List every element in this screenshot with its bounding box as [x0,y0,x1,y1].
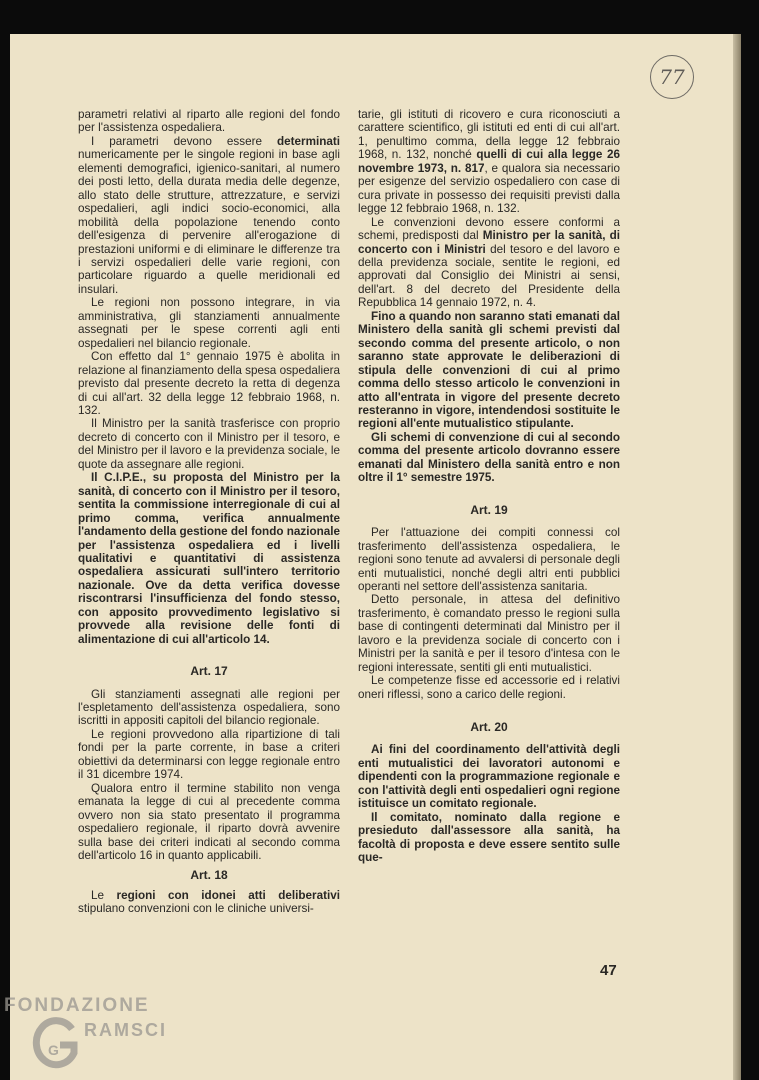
paragraph: Le regioni non possono integrare, in via amministrativa, gli stanziamenti annualmente assegnati per le spese correnti agli enti ospedalieri nel bilancio regionale. [78,296,340,350]
paragraph-bold: Fino a quando non saranno stati emanati dal Ministero della sanità gli schemi previsti dal secondo comma del presente articolo, o non saranno state approvate le deliberazioni di stipula delle convenzioni di cui al primo comma dello stesso articolo le convenzioni in atto all'entrata in vigore del presente decreto resteranno in vigore, intendendosi sostituite le regioni all'ente mutualistico stipulante. [358,309,620,431]
handwritten-number: 77 [659,65,685,89]
article-heading: Art. 19 [470,502,508,517]
watermark-line-1: FONDAZIONE [4,995,150,1016]
paragraph: Per l'attuazione dei compiti connessi col trasferimento dell'assistenza ospedaliera, le regioni sono tenute ad avvalersi di personale degli enti mutualistici, nonché degli altri enti pubblici operanti nel settore dell'assistenza sanitaria. [358,526,620,593]
paragraph: tarie, gli istituti di ricovero e cura riconosciuti a carattere scientifico, gli istituti ed enti di cui all'art. 1, penultimo comma, della legge 12 febbraio 1968, n. 132, nonché quelli di cui alla legge 26 novembre 1973, n. 817, e qualora sia necessario per esigenze del servizio ospedaliero con case di cura private in possesso dei requisiti previsti dalla legge 12 febbraio 1968, n. 132. [358,108,620,216]
handwritten-page-mark [650,55,694,99]
article-heading: Art. 17 [190,664,228,679]
page-edge [733,34,741,1080]
paragraph: Le competenze fisse ed accessorie ed i relativi oneri riflessi, sono a carico delle regioni. [358,674,620,701]
paragraph: parametri relativi al riparto alle regioni del fondo per l'assistenza ospedaliera. [78,108,340,135]
paragraph-bold: Ai fini del coordinamento dell'attività degli enti mutualistici dei lavoratori autonomi e dipendenti con la programmazione regionale e con l'attività degli enti ospedalieri ogni regione istituisce un comitato regionale. [358,743,620,811]
svg-text:G: G [48,1042,59,1058]
paragraph: I parametri devono essere determinati numericamente per le singole regioni in base agli elementi demografici, igienico-sanitari, al numero dei posti letto, della durata media delle degenze, allo stato delle strutture, attrezzature, e servizi ospedalieri, agli indici socio-economici, alla mobilità della popolazione tenendo conto dell'esigenza di pervenire all'erogazione di prestazioni uniformi e di eliminare le differenze tra i servizi ospedalieri delle varie regioni, con particolare riguardo a quelle meridionali ed insulari. [78,134,340,296]
paragraph-bold: Il C.I.P.E., su proposta del Ministro per la sanità, di concerto con il Ministro per il tesoro, sentita la commissione interregionale di cui al primo comma, verifica annualmente l'andamento della gestione del fondo nazionale per l'assistenza ospedaliera ed i livelli qualitativi e quantitativi di assistenza ospedaliera assicurati sull'intero territorio nazionale. Ove da detta verifica dovesse riscontrarsi l'insufficienza del fondo stesso, con apposito provvedimento legislativo si provvede alla revisione delle fonti di alimentazione di cui all'articolo 14. [78,471,340,646]
left-column [78,108,340,916]
right-column [358,108,620,865]
paragraph-bold: Gli schemi di convenzione di cui al secondo comma del presente articolo dovranno essere emanati dal Ministero della sanità entro e non oltre il 1° semestre 1975. [358,430,620,485]
page-number: 47 [600,962,617,979]
article-heading: Art. 20 [470,720,508,735]
paragraph: Con effetto dal 1° gennaio 1975 è abolita in relazione al finanziamento della spesa ospedaliera previsto dal presente decreto la retta di degenza di cui all'art. 32 della legge 12 febbraio 1968, n. 132. [78,350,340,417]
fondazione-gramsci-watermark [4,995,194,1075]
watermark-g-logo [32,1015,82,1071]
paragraph-bold: Il comitato, nominato dalla regione e presieduto dall'assessore alla sanità, ha facoltà di proposta e deve essere sentito sulle que- [358,810,620,865]
paragraph: Gli stanziamenti assegnati alle regioni per l'espletamento dell'assistenza ospedaliera, sono iscritti in appositi capitoli del bilancio regionale. [78,687,340,728]
paragraph: Le regioni provvedono alla ripartizione di tali fondi per la parte corrente, in base a criteri obiettivi da determinarsi con legge regionale entro il 31 dicembre 1974. [78,727,340,782]
paragraph: Il Ministro per la sanità trasferisce con proprio decreto di concerto con il Ministro per il tesoro, e del Ministro per il lavoro e la previdenza sociale, le quote da assegnare alle regioni. [78,417,340,471]
paragraph: Detto personale, in attesa del definitivo trasferimento, è comandato presso le regioni sulla base di contingenti determinati dal Ministro per il lavoro e la previdenza sociale di concerto con i Ministri per la sanità e per il tesoro d'intesa con le regioni interessate, sentiti gli enti mutualistici. [358,593,620,674]
article-heading: Art. 18 [190,868,228,883]
paragraph: Qualora entro il termine stabilito non venga emanata la legge di cui al precedente comma ovvero non sia stato presentato il programma ospedaliero regionale, il riparto dovrà avvenire sulla base dei criteri indicati al secondo comma dell'articolo 16 in quanto applicabili. [78,781,340,863]
paragraph: Le regioni con idonei atti deliberativi stipulano convenzioni con le cliniche universi- [78,888,340,916]
watermark-line-2: RAMSCI [84,1020,167,1040]
paragraph: Le convenzioni devono essere conformi a schemi, predisposti dal Ministro per la sanità, di concerto con i Ministri del tesoro e del lavoro e della previdenza sociale, sentite le regioni, ed approvati dal Consiglio dei Ministri ai sensi, dell'art. 8 del decreto del Presidente della Repubblica 14 gennaio 1972, n. 4. [358,215,620,310]
